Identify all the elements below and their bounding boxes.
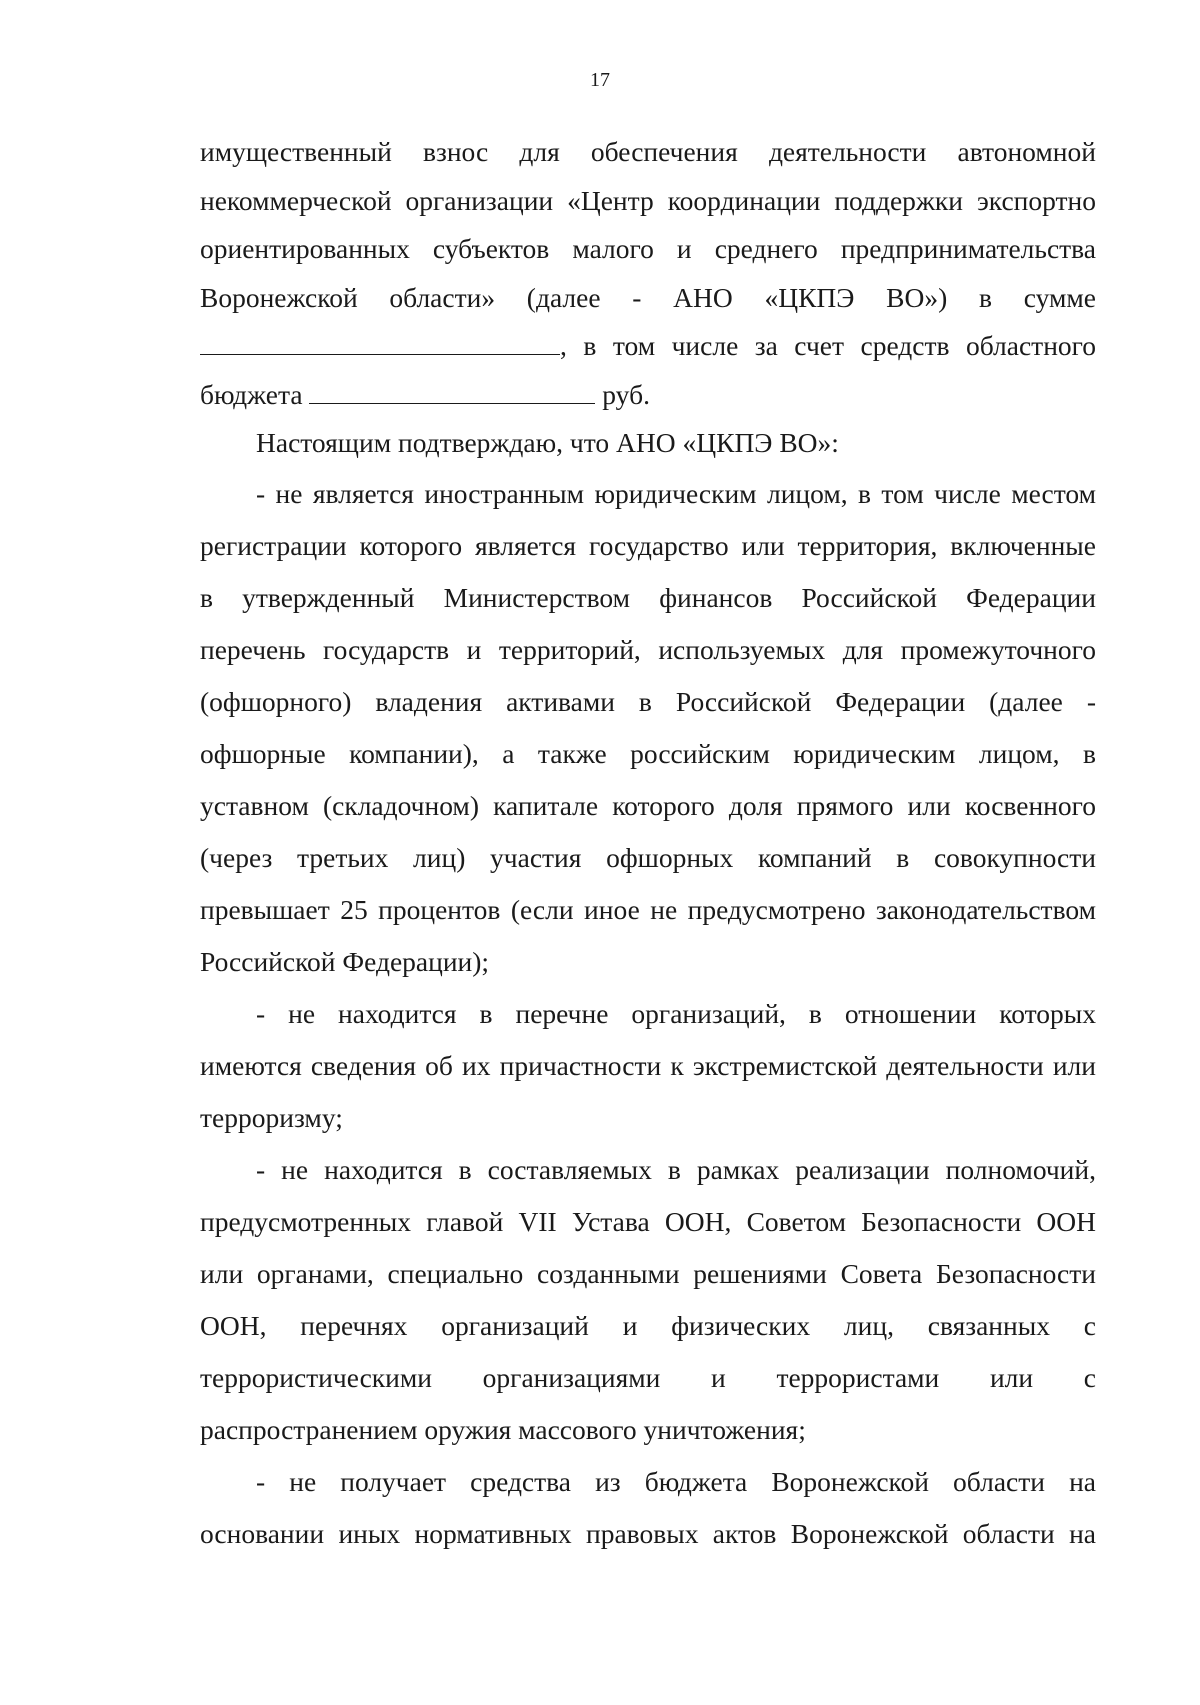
text-line: превышает 25 процентов (если иное не предусмотрено законодательством [200,893,1096,925]
text-line: уставном (складочном) капитале которого доля прямого или косвенного [200,789,1096,821]
text-line: террористическими организациями и террористами или с [200,1361,1096,1393]
text-line: - не находится в составляемых в рамках реализации полномочий, [256,1153,1096,1185]
text-line: терроризму; [200,1101,343,1133]
text-line: (офшорного) владения активами в Российской Федерации (далее - [200,685,1096,717]
text-line: - не является иностранным юридическим лицом, в том числе местом [256,477,1096,509]
document-body [200,128,1096,1560]
text-line: регистрации которого является государство или территория, включенные [200,529,1096,561]
condition-item-1 [200,468,1096,988]
condition-item-3 [200,1144,1096,1456]
amount-blank-line [200,332,560,355]
text-fragment: руб. [602,378,650,410]
text-line: или органами, специально созданными решениями Совета Безопасности [200,1257,1096,1289]
text-line: некоммерческой организации «Центр координации поддержки экспортно [200,184,1096,216]
text-line: ООН, перечнях организаций и физических лиц, связанных с [200,1309,1096,1341]
text-line: имеются сведения об их причастности к экстремистской деятельности или [200,1049,1096,1081]
text-fragment: бюджета [200,378,303,410]
text-line: Настоящим подтверждаю, что АНО «ЦКПЭ ВО»: [256,427,839,458]
budget-blank-line [309,381,595,404]
text-line: - не получает средства из бюджета Воронежской области на [256,1465,1096,1497]
text-line: предусмотренных главой VII Устава ООН, Советом Безопасности ООН [200,1205,1096,1237]
page-number: 17 [590,69,610,91]
text-line: в утвержденный Министерством финансов Российской Федерации [200,581,1096,613]
text-line: основании иных нормативных правовых актов Воронежской области на [200,1517,1096,1549]
condition-item-2 [200,988,1096,1144]
text-line: распространением оружия массового уничтожения; [200,1413,806,1445]
text-fragment: , в том числе за счет средств областного [560,330,1096,361]
text-line: ориентированных субъектов малого и среднего предпринимательства [200,233,1096,264]
text-line [200,322,1096,371]
text-line: Воронежской области» (далее - АНО «ЦКПЭ ВО») в сумме [200,281,1096,313]
text-line: перечень государств и территорий, используемых для промежуточного [200,633,1096,665]
text-line: Российской Федерации); [200,945,490,977]
text-line: - не находится в перечне организаций, в отношении которых [256,997,1096,1029]
text-line: имущественный взнос для обеспечения деятельности автономной [200,136,1096,167]
text-line: (через третьих лиц) участия офшорных компаний в совокупности [200,841,1096,873]
condition-item-4 [200,1456,1096,1560]
text-line: офшорные компании), а также российским юридическим лицом, в [200,737,1096,769]
confirm-paragraph [200,419,1096,468]
text-line [200,371,1096,420]
intro-paragraph [200,128,1096,419]
